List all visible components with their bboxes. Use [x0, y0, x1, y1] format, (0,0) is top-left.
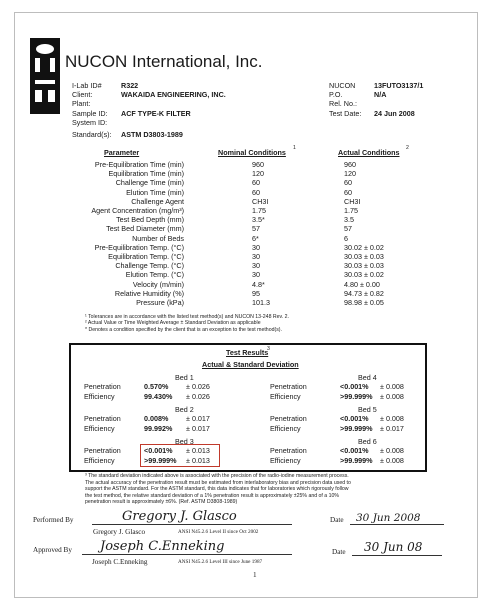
header-value: WAKAIDA ENGINEERING, INC. [121, 90, 226, 99]
approved-cert: ANSI N45.2.6 Level III since June 1987 [178, 559, 263, 565]
performed-name: Gregory J. Glasco [93, 528, 146, 536]
param-nominal: 57 [252, 224, 260, 234]
param-nominal: 30 [252, 242, 260, 252]
efficiency-sd: ± 0.008 [380, 456, 404, 465]
param-actual: 60 [344, 187, 352, 197]
penetration-label: Penetration [270, 382, 307, 391]
param-name: Challenge Temp. (°C) [115, 261, 184, 271]
header-right-label: Rel. No.: [329, 99, 357, 108]
param-name: Test Bed Diameter (mm) [106, 224, 184, 234]
penetration-sd: ± 0.013 [186, 446, 210, 455]
param-actual: 30.03 ± 0.03 [344, 252, 384, 261]
bed-name: Bed 6 [358, 437, 377, 446]
results-title: Test Results [226, 348, 269, 357]
efficiency-sd: ± 0.008 [380, 392, 404, 401]
header-label: System ID: [72, 118, 108, 127]
efficiency-label: Efficiency [84, 424, 115, 433]
efficiency-label: Efficiency [270, 456, 301, 465]
col-header-nominal-sup: 1 [293, 145, 296, 151]
header-label: Plant: [72, 99, 91, 108]
header-right-value: 13FUTO3137/1 [374, 81, 424, 90]
penetration-value: <0.001% [340, 382, 369, 391]
param-nominal: 30 [252, 261, 260, 271]
bed-name: Bed 4 [358, 373, 377, 382]
param-name: Elution Temp. (°C) [125, 270, 184, 280]
performed-date: 30 Jun 2008 [356, 512, 421, 524]
approved-name: Joseph C.Enneking [92, 558, 148, 566]
param-name: Agent Concentration (mg/m³) [91, 206, 184, 215]
param-nominal: 1.75 [252, 206, 266, 215]
header-value: ASTM D3803-1989 [121, 130, 183, 139]
header-right-value: 24 Jun 2008 [374, 109, 415, 118]
param-actual: 3.5 [344, 215, 354, 225]
header-label: I-Lab ID# [72, 81, 102, 90]
results-title-sup: 3 [267, 346, 270, 352]
efficiency-value: >99.999% [144, 456, 177, 465]
param-name: Pressure (kPa) [136, 298, 184, 307]
footnote-line: * Denotes a condition specified by the client that is an exception to the test method(s). [85, 326, 282, 333]
footnote-line: ¹ Tolerances are in accordance with the listed test method(s) and NUCON 13-248 Rev. 2. [85, 314, 289, 320]
efficiency-value: >99.999% [340, 424, 373, 433]
param-actual: 57 [344, 224, 352, 234]
footnote-3-line: the test method, the relative standard deviation of a 1% penetration result is approximately ±25% and of a 10% [85, 492, 340, 499]
performed-signature: Gregory J. Glasco [122, 509, 237, 524]
performed-date-line [350, 524, 444, 525]
param-nominal: 30 [252, 252, 260, 261]
efficiency-value: 99.992% [144, 424, 173, 433]
param-actual: 30.03 ± 0.02 [344, 270, 384, 280]
page-number: 1 [253, 571, 257, 579]
performed-signature-line [92, 524, 292, 525]
penetration-sd: ± 0.008 [380, 382, 404, 391]
param-nominal: 6* [252, 233, 259, 243]
param-actual: 6 [344, 233, 348, 243]
col-header-parameter: Parameter [104, 148, 140, 157]
bed3-highlight [140, 444, 220, 467]
efficiency-label: Efficiency [84, 456, 115, 465]
penetration-sd: ± 0.026 [186, 382, 210, 391]
param-actual: 30.03 ± 0.03 [344, 261, 384, 271]
approved-date-label: Date [332, 548, 346, 556]
param-name: Equilibration Time (min) [108, 169, 184, 179]
param-name: Pre-Equilibration Time (min) [94, 160, 184, 169]
param-nominal: 3.5* [252, 215, 265, 225]
penetration-sd: ± 0.008 [380, 446, 404, 455]
penetration-label: Penetration [84, 414, 121, 423]
param-nominal: 4.8* [252, 279, 265, 289]
penetration-sd: ± 0.008 [380, 414, 404, 423]
company-name: NUCON International, Inc. [65, 52, 263, 71]
header-right-label: Test Date: [329, 109, 362, 118]
header-right-label: P.O. [329, 90, 343, 99]
param-nominal: 30 [252, 270, 260, 280]
efficiency-sd: ± 0.017 [186, 424, 210, 433]
approved-date: 30 Jun 08 [364, 540, 423, 554]
penetration-value: <0.001% [144, 446, 173, 455]
penetration-value: <0.001% [340, 414, 369, 423]
param-actual: 1.75 [344, 206, 358, 215]
approved-date-line [352, 555, 442, 556]
approved-signature-line [82, 554, 292, 555]
penetration-label: Penetration [84, 382, 121, 391]
param-name: Number of Beds [132, 233, 184, 243]
penetration-label: Penetration [270, 414, 307, 423]
param-name: Relative Humidity (%) [114, 288, 184, 298]
param-name: Challenge Time (min) [115, 178, 184, 188]
efficiency-label: Efficiency [84, 392, 115, 401]
header-label: Client: [72, 90, 93, 99]
param-actual: 4.80 ± 0.00 [344, 279, 380, 289]
param-actual: 120 [344, 169, 356, 179]
param-nominal: 95 [252, 288, 260, 298]
penetration-label: Penetration [84, 446, 121, 455]
bed-name: Bed 2 [175, 405, 194, 414]
col-header-actual-sup: 2 [406, 145, 409, 151]
param-actual: 960 [344, 160, 356, 169]
col-header-actual: Actual Conditions [338, 148, 400, 157]
param-nominal: 60 [252, 187, 260, 197]
param-nominal: 60 [252, 178, 260, 188]
header-label: Sample ID: [72, 109, 108, 118]
efficiency-label: Efficiency [270, 424, 301, 433]
param-actual: 30.02 ± 0.02 [344, 242, 384, 252]
param-name: Test Bed Depth (mm) [116, 215, 184, 225]
header-right-label: NUCON [329, 81, 356, 90]
performed-date-label: Date [330, 516, 344, 524]
param-actual: CH3I [344, 196, 361, 206]
param-name: Velocity (m/min) [132, 279, 184, 289]
param-nominal: CH3I [252, 196, 269, 206]
header-label: Standard(s): [72, 130, 112, 139]
efficiency-sd: ± 0.017 [380, 424, 404, 433]
approved-signature: Joseph C.Enneking [100, 539, 225, 554]
efficiency-sd: ± 0.013 [186, 456, 210, 465]
param-nominal: 101.3 [252, 298, 270, 307]
col-header-nominal: Nominal Conditions [218, 148, 286, 157]
approved-by-label: Approved By [33, 546, 72, 554]
param-nominal: 960 [252, 160, 264, 169]
footnote-3-line: ³ The standard deviation indicated above is associated with the precision of the radio-iodine measurement process. [85, 473, 349, 479]
penetration-value: 0.008% [144, 414, 169, 423]
penetration-sd: ± 0.017 [186, 414, 210, 423]
param-actual: 98.98 ± 0.05 [344, 298, 384, 307]
performed-by-label: Performed By [33, 516, 74, 524]
param-actual: 60 [344, 178, 352, 188]
footnote-3-line: The actual accuracy of the penetration result must be estimated from interlaboratory bias and precision data used to [85, 479, 351, 486]
efficiency-value: >99.999% [340, 392, 373, 401]
bed-name: Bed 3 [175, 437, 194, 446]
penetration-label: Penetration [270, 446, 307, 455]
penetration-value: 0.570% [144, 382, 169, 391]
efficiency-label: Efficiency [270, 392, 301, 401]
penetration-value: <0.001% [340, 446, 369, 455]
param-name: Challenge Agent [131, 196, 184, 206]
header-value: ACF TYPE-K FILTER [121, 109, 191, 118]
param-name: Equilibration Temp. (°C) [108, 252, 184, 261]
nucon-logo [30, 38, 60, 114]
param-nominal: 120 [252, 169, 264, 179]
footnote-3-line: support the ASTM standard. For the ASTM standard, this data indicates that for laboratories which rigorously follow [85, 486, 349, 492]
footnote-line: ² Actual Value or Time Weighted Average ± Standard Deviation as applicable [85, 320, 261, 327]
footnote-3-line: penetration result is approximately ±6%. (Ref. ASTM D3808-1989) [85, 499, 238, 505]
header-right-value: N/A [374, 90, 387, 99]
param-name: Pre-Equilibration Temp. (°C) [94, 242, 184, 252]
efficiency-value: 99.430% [144, 392, 173, 401]
bed-name: Bed 5 [358, 405, 377, 414]
bed-name: Bed 1 [175, 373, 194, 382]
header-value: R322 [121, 81, 139, 90]
efficiency-sd: ± 0.026 [186, 392, 210, 401]
param-name: Elution Time (min) [126, 187, 184, 197]
results-subtitle: Actual & Standard Deviation [202, 360, 299, 369]
param-actual: 94.73 ± 0.82 [344, 288, 384, 298]
performed-cert: ANSI N45.2.6 Level II since Oct 2002 [178, 529, 259, 535]
efficiency-value: >99.999% [340, 456, 373, 465]
